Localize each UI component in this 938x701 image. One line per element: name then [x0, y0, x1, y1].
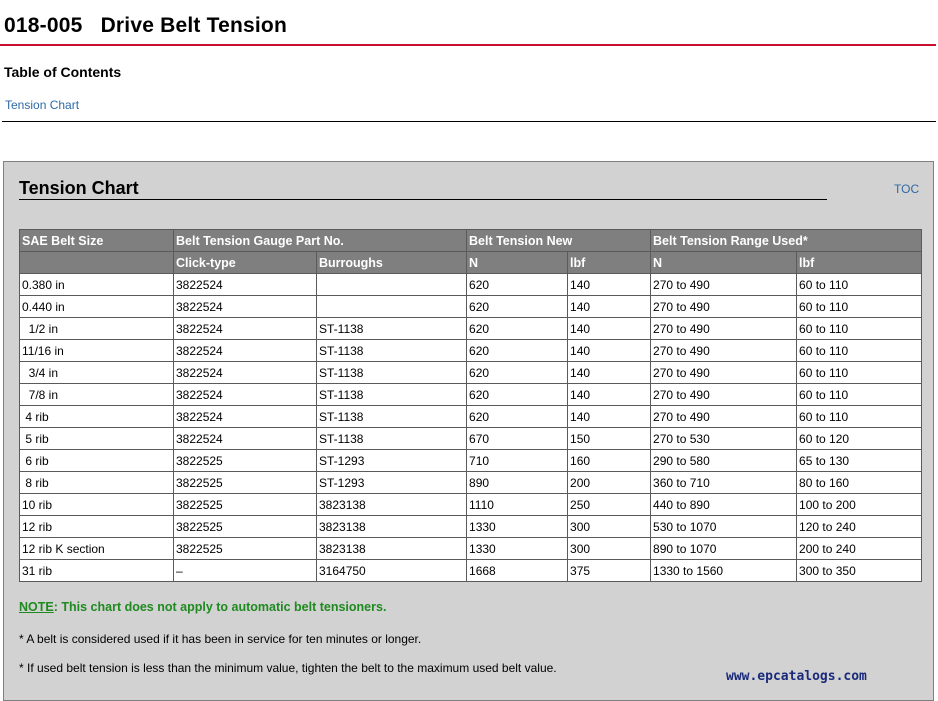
- title-divider: [0, 44, 936, 46]
- cell-used-n: 530 to 1070: [651, 516, 797, 538]
- cell-new-lbf: 140: [568, 340, 651, 362]
- toc-link-tension-chart[interactable]: Tension Chart: [5, 98, 80, 112]
- header-used-lbf: lbf: [797, 252, 922, 274]
- cell-used-lbf: 100 to 200: [797, 494, 922, 516]
- table-row: [20, 450, 922, 472]
- cell-used-lbf: 60 to 110: [797, 340, 922, 362]
- header-row-units: [20, 252, 922, 274]
- cell-used-n: 270 to 490: [651, 384, 797, 406]
- cell-used-n: 890 to 1070: [651, 538, 797, 560]
- cell-sae-belt-size: 8 rib: [20, 472, 174, 494]
- cell-used-n: 270 to 490: [651, 340, 797, 362]
- table-row: [20, 494, 922, 516]
- cell-used-lbf: 200 to 240: [797, 538, 922, 560]
- table-row: [20, 340, 922, 362]
- cell-used-n: 360 to 710: [651, 472, 797, 494]
- cell-sae-belt-size: 31 rib: [20, 560, 174, 582]
- cell-used-n: 440 to 890: [651, 494, 797, 516]
- cell-new-lbf: 300: [568, 538, 651, 560]
- header-sub-blank: [20, 252, 174, 274]
- cell-burroughs: ST-1138: [317, 318, 467, 340]
- cell-burroughs: 3823138: [317, 538, 467, 560]
- cell-burroughs: [317, 274, 467, 296]
- cell-sae-belt-size: 3/4 in: [20, 362, 174, 384]
- header-gauge-part-no: Belt Tension Gauge Part No.: [174, 230, 467, 252]
- cell-new-n: 710: [467, 450, 568, 472]
- table-row: [20, 406, 922, 428]
- cell-click-type: 3822524: [174, 318, 317, 340]
- section-title-divider: [19, 199, 827, 200]
- cell-new-n: 620: [467, 406, 568, 428]
- cell-new-lbf: 200: [568, 472, 651, 494]
- cell-click-type: –: [174, 560, 317, 582]
- cell-used-n: 270 to 530: [651, 428, 797, 450]
- header-tension-new: Belt Tension New: [467, 230, 651, 252]
- table-row: [20, 274, 922, 296]
- cell-click-type: 3822525: [174, 538, 317, 560]
- cell-used-n: 270 to 490: [651, 318, 797, 340]
- cell-used-lbf: 60 to 110: [797, 362, 922, 384]
- cell-new-lbf: 160: [568, 450, 651, 472]
- cell-new-n: 620: [467, 362, 568, 384]
- cell-new-lbf: 300: [568, 516, 651, 538]
- cell-burroughs: ST-1138: [317, 428, 467, 450]
- cell-burroughs: ST-1138: [317, 362, 467, 384]
- header-row-groups: [20, 230, 922, 252]
- table-row: [20, 362, 922, 384]
- toc-back-link[interactable]: TOC: [894, 182, 920, 196]
- toc-heading: Table of Contents: [4, 64, 122, 80]
- tension-chart-panel: [3, 161, 934, 701]
- cell-used-n: 270 to 490: [651, 362, 797, 384]
- footnote-retension-instruction: * If used belt tension is less than the minimum value, tighten the belt to the maximum used belt value.: [19, 661, 557, 675]
- cell-sae-belt-size: 7/8 in: [20, 384, 174, 406]
- cell-sae-belt-size: 0.440 in: [20, 296, 174, 318]
- cell-new-n: 620: [467, 384, 568, 406]
- header-sae-belt-size: SAE Belt Size: [20, 230, 174, 252]
- cell-new-n: 620: [467, 318, 568, 340]
- cell-sae-belt-size: 0.380 in: [20, 274, 174, 296]
- header-click-type: Click-type: [174, 252, 317, 274]
- watermark: www.epcatalogs.com: [726, 669, 867, 684]
- cell-used-lbf: 60 to 110: [797, 274, 922, 296]
- cell-used-lbf: 80 to 160: [797, 472, 922, 494]
- cell-new-n: 1330: [467, 538, 568, 560]
- cell-click-type: 3822524: [174, 384, 317, 406]
- header-tension-used: Belt Tension Range Used*: [651, 230, 922, 252]
- cell-click-type: 3822525: [174, 472, 317, 494]
- cell-click-type: 3822524: [174, 274, 317, 296]
- section-title: Tension Chart: [19, 178, 139, 198]
- cell-used-n: 270 to 490: [651, 296, 797, 318]
- cell-used-lbf: 60 to 110: [797, 296, 922, 318]
- cell-click-type: 3822524: [174, 406, 317, 428]
- cell-new-lbf: 140: [568, 362, 651, 384]
- cell-sae-belt-size: 10 rib: [20, 494, 174, 516]
- cell-new-lbf: 250: [568, 494, 651, 516]
- footnote-used-definition: * A belt is considered used if it has been in service for ten minutes or longer.: [19, 632, 422, 646]
- cell-burroughs: ST-1138: [317, 340, 467, 362]
- header-new-lbf: lbf: [568, 252, 651, 274]
- tension-table: [19, 229, 922, 582]
- cell-click-type: 3822525: [174, 450, 317, 472]
- cell-click-type: 3822524: [174, 296, 317, 318]
- note-label: NOTE: [19, 600, 54, 614]
- cell-burroughs: ST-1138: [317, 384, 467, 406]
- cell-new-n: 620: [467, 340, 568, 362]
- cell-new-n: 670: [467, 428, 568, 450]
- cell-new-n: 1330: [467, 516, 568, 538]
- cell-new-n: 1668: [467, 560, 568, 582]
- cell-used-lbf: 60 to 110: [797, 384, 922, 406]
- cell-burroughs: ST-1293: [317, 472, 467, 494]
- cell-sae-belt-size: 12 rib: [20, 516, 174, 538]
- cell-used-n: 270 to 490: [651, 274, 797, 296]
- cell-burroughs: [317, 296, 467, 318]
- header-used-n: N: [651, 252, 797, 274]
- table-row: [20, 384, 922, 406]
- page-title: 018-005 Drive Belt Tension: [4, 14, 287, 37]
- cell-new-lbf: 140: [568, 296, 651, 318]
- cell-used-lbf: 300 to 350: [797, 560, 922, 582]
- cell-click-type: 3822524: [174, 340, 317, 362]
- cell-burroughs: 3164750: [317, 560, 467, 582]
- cell-used-n: 270 to 490: [651, 406, 797, 428]
- cell-burroughs: 3823138: [317, 516, 467, 538]
- cell-used-lbf: 65 to 130: [797, 450, 922, 472]
- cell-used-lbf: 60 to 110: [797, 406, 922, 428]
- cell-burroughs: ST-1293: [317, 450, 467, 472]
- cell-click-type: 3822524: [174, 428, 317, 450]
- cell-used-n: 290 to 580: [651, 450, 797, 472]
- table-row: [20, 428, 922, 450]
- cell-sae-belt-size: 11/16 in: [20, 340, 174, 362]
- table-row: [20, 296, 922, 318]
- note: [19, 600, 386, 614]
- cell-new-n: 890: [467, 472, 568, 494]
- cell-new-lbf: 140: [568, 274, 651, 296]
- table-row: [20, 318, 922, 340]
- cell-sae-belt-size: 4 rib: [20, 406, 174, 428]
- tension-table-body: [20, 274, 922, 582]
- cell-new-n: 1110: [467, 494, 568, 516]
- cell-click-type: 3822525: [174, 516, 317, 538]
- note-text: : This chart does not apply to automatic belt tensioners.: [53, 600, 387, 614]
- cell-sae-belt-size: 12 rib K section: [20, 538, 174, 560]
- cell-sae-belt-size: 1/2 in: [20, 318, 174, 340]
- cell-used-lbf: 60 to 110: [797, 318, 922, 340]
- table-row: [20, 560, 922, 582]
- cell-new-lbf: 375: [568, 560, 651, 582]
- cell-burroughs: ST-1138: [317, 406, 467, 428]
- toc-divider: [2, 121, 936, 122]
- cell-new-n: 620: [467, 274, 568, 296]
- cell-burroughs: 3823138: [317, 494, 467, 516]
- cell-sae-belt-size: 6 rib: [20, 450, 174, 472]
- cell-used-lbf: 120 to 240: [797, 516, 922, 538]
- cell-new-lbf: 150: [568, 428, 651, 450]
- cell-new-lbf: 140: [568, 384, 651, 406]
- cell-used-lbf: 60 to 120: [797, 428, 922, 450]
- header-new-n: N: [467, 252, 568, 274]
- cell-sae-belt-size: 5 rib: [20, 428, 174, 450]
- table-row: [20, 516, 922, 538]
- cell-used-n: 1330 to 1560: [651, 560, 797, 582]
- header-burroughs: Burroughs: [317, 252, 467, 274]
- cell-new-n: 620: [467, 296, 568, 318]
- table-row: [20, 472, 922, 494]
- cell-new-lbf: 140: [568, 406, 651, 428]
- cell-click-type: 3822525: [174, 494, 317, 516]
- cell-new-lbf: 140: [568, 318, 651, 340]
- cell-click-type: 3822524: [174, 362, 317, 384]
- table-row: [20, 538, 922, 560]
